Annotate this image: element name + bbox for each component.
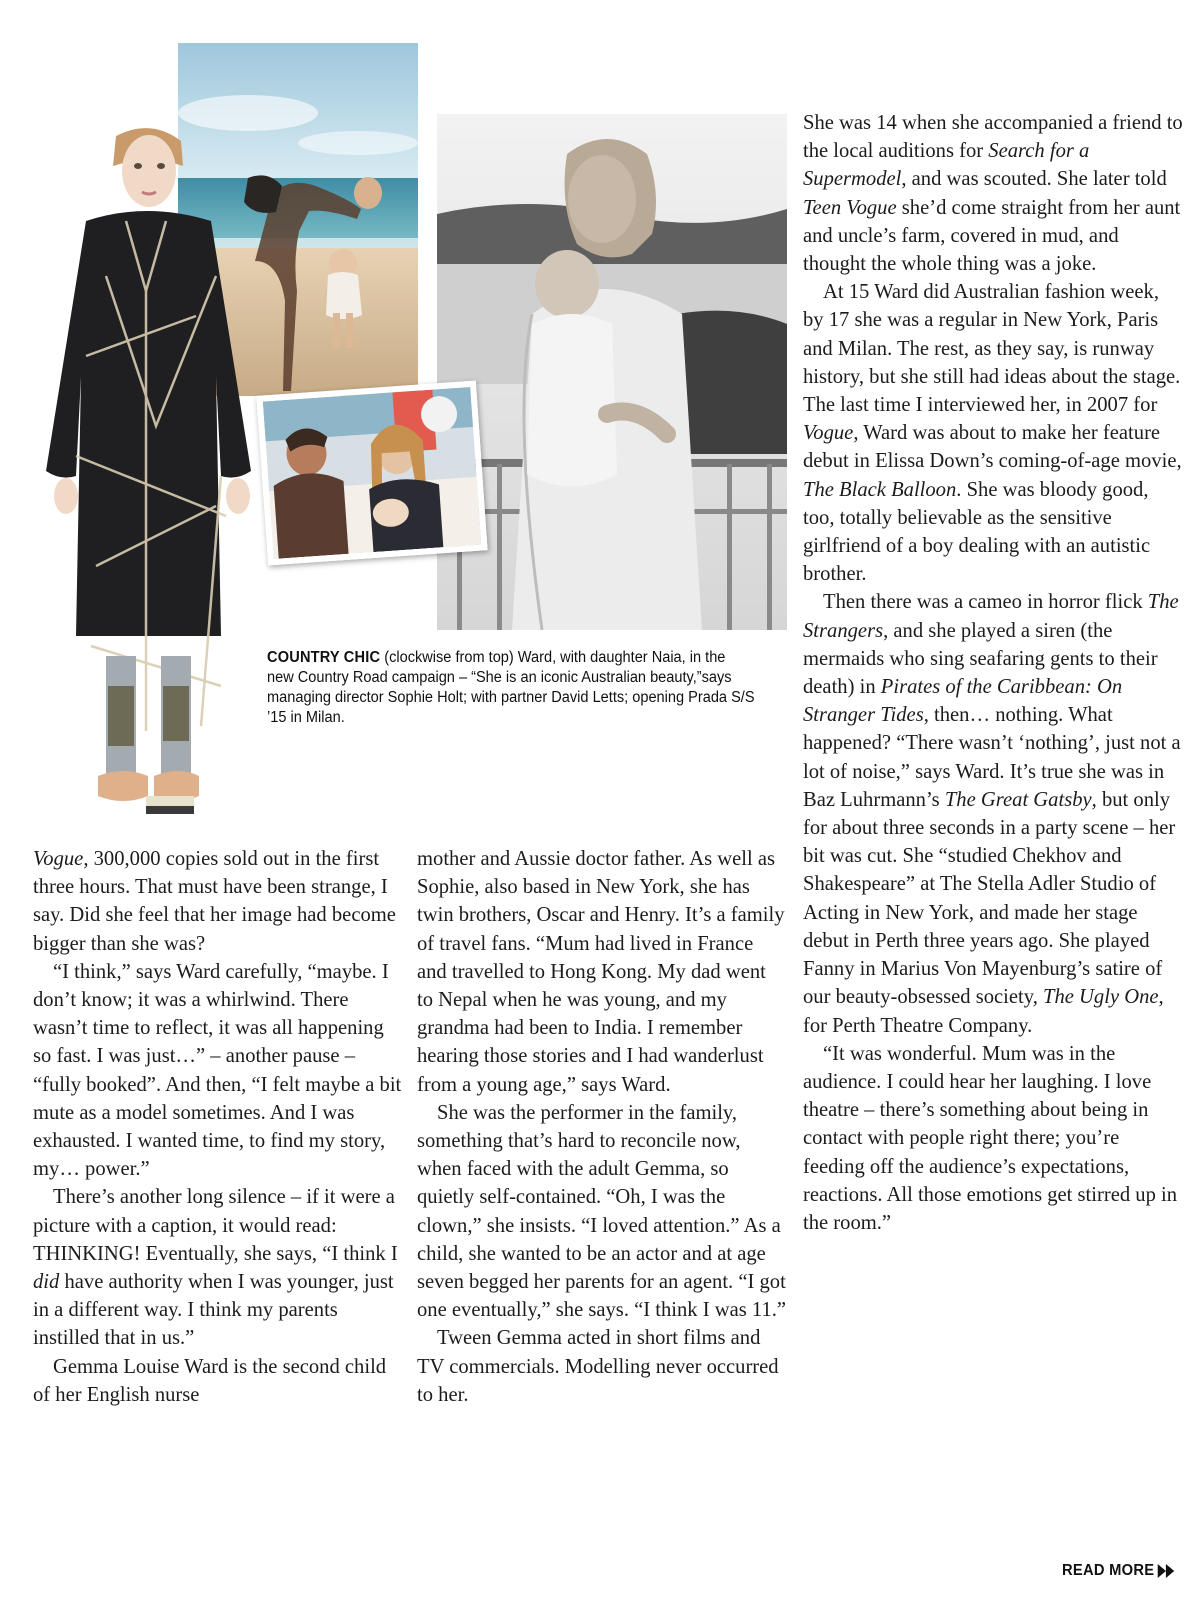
article-paragraph (803, 588, 1183, 1039)
text-run: “It was wonderful. Mum was in the audience. I could hear her laughing. I love theatre – there’s something about being in contact with people right there; you’re feeding off the audience’s expectations, reactions. All those emotions get stirred up in the room.” (803, 1042, 1178, 1234)
text-run: At 15 Ward did Australian fashion week, by 17 she was a regular in New York, Paris and Milan. The rest, as they say, is runway history, but she still had ideas about the stage. The last time I interviewed her, in 2007 for (803, 281, 1181, 417)
text-run: , but only for about three seconds in a party scene – her bit was cut. She “studied Chekhov and Shakespeare” at The Stella Adler Studio of Acting in New York, and made her stage debut in Perth three years ago. She played Fanny in Marius Von Mayenburg’s satire of our beauty-obsessed society, (803, 788, 1176, 1009)
text-run: , then… nothing. What happened? “There wasn’t ‘nothing’, just not a lot of noise,” says Ward. It’s true she was in Baz Luhrmann’s (803, 704, 1181, 811)
caption-heading: COUNTRY CHIC (267, 649, 381, 666)
article-paragraph (33, 1353, 403, 1409)
photo-caption (267, 648, 756, 728)
italic-title: Teen Vogue (803, 196, 897, 219)
caption-body: (clockwise from top) Ward, with daughter Naia, in the new Country Road campaign – “She is an iconic Australian beauty,”says managing director Sophie Holt; with partner David Letts; opening Prada S/S ’15 in Milan. (267, 649, 755, 726)
article-paragraph (33, 845, 403, 958)
text-run: , for Perth Theatre Company. (803, 986, 1164, 1037)
article-paragraph (33, 1183, 403, 1352)
text-run: , and she played a siren (the mermaids who sing seafaring gents to their death) in (803, 619, 1158, 699)
article-paragraph (803, 278, 1183, 588)
text-run: “I think,” says Ward carefully, “maybe. I don’t know; it was a whirlwind. There wasn’t time to reflect, it was all happening so fast. I was just…” – another pause – “fully booked”. And then, “I felt maybe a bit mute as a model sometimes. And I was exhausted. I wanted time, to find my story, my… power.” (33, 960, 402, 1181)
text-run: There’s another long silence – if it were a picture with a caption, it would read: THINKING! Eventually, she says, “I think I (33, 1186, 398, 1265)
italic-title: did (33, 1271, 60, 1294)
italic-title: Vogue (33, 848, 84, 870)
article-paragraph (417, 845, 787, 1099)
italic-title: Pirates of the Caribbean: On Stranger Tides (803, 676, 1123, 727)
article-paragraph (803, 1040, 1183, 1237)
article-column-right (803, 109, 1183, 1237)
text-run: mother and Aussie doctor father. As well as Sophie, also based in New York, she has twin brothers, Oscar and Henry. It’s a family of travel fans. “Mum had lived in France and travelled to Hong Kong. My dad went to Nepal when he was young, and my grandma had been to India. I remember hearing those stories and I had wanderlust from a young age,” says Ward. (417, 848, 785, 1096)
text-run: have authority when I was younger, just in a different way. I think my parents instilled that in us.” (33, 1271, 394, 1350)
text-run: . She was bloody good, too, totally believable as the sensitive girlfriend of a boy dealing with an autistic brother. (803, 478, 1151, 586)
text-run: Then there was a cameo in horror flick (823, 591, 1148, 614)
runway-model-photo (46, 126, 256, 831)
text-run: She was the performer in the family, something that’s hard to reconcile now, when faced with the adult Gemma, so quietly self-contained. “Oh, I was the clown,” she insists. “I loved attention.” As a child, she wanted to be an actor and at age seven begged her parents for an agent. “I got one eventually,” she says. “I think I was 11.” (417, 1101, 787, 1322)
text-run: , 300,000 copies sold out in the first three hours. That must have been strange, I say. Did she feel that her image had become bigger than she was? (33, 848, 396, 955)
bw-portrait-photo (437, 114, 787, 630)
article-column-middle (417, 845, 787, 1409)
text-run: Gemma Louise Ward is the second child of her English nurse (33, 1355, 387, 1406)
article-paragraph (803, 109, 1183, 278)
article-column-left (33, 845, 403, 1409)
article-paragraph (417, 1099, 787, 1325)
double-arrow-icon (1158, 1564, 1176, 1578)
text-run: , and was scouted. She later told (901, 168, 1167, 191)
italic-title: Search for a Supermodel (803, 140, 1090, 191)
article-paragraph (33, 958, 403, 1184)
couple-snapshot-photo (256, 381, 487, 566)
italic-title: The Black Balloon (803, 478, 957, 501)
italic-title: Vogue (803, 422, 854, 445)
text-run: She was 14 when she accompanied a friend to the local auditions for (803, 112, 1183, 163)
text-run: , Ward was about to make her feature debut in Elissa Down’s coming-of-age movie, (803, 422, 1182, 473)
read-more-link[interactable] (1061, 1562, 1176, 1580)
italic-title: The Great Gatsby (944, 788, 1092, 811)
read-more-label: READ MORE (1061, 1562, 1154, 1579)
text-run: she’d come straight from her aunt and uncle’s farm, covered in mud, and thought the whole thing was a joke. (803, 196, 1181, 276)
article-paragraph (417, 1324, 787, 1409)
text-run: Tween Gemma acted in short films and TV commercials. Modelling never occurred to her. (417, 1327, 779, 1406)
italic-title: The Strangers (803, 591, 1179, 642)
italic-title: The Ugly One (1043, 986, 1159, 1009)
